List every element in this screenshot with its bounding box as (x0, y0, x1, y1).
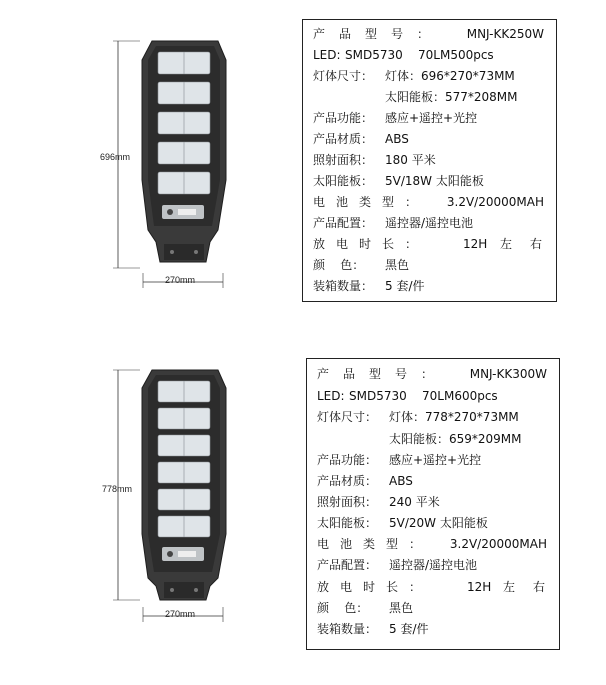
spec-row-panel-size (313, 87, 544, 107)
spec-label: 产品材质： (313, 132, 374, 146)
spec-value: 5V/18W 太阳能板 (385, 174, 484, 188)
spec-row-panel-size (317, 429, 547, 449)
spec-label: 电池类型： (313, 195, 429, 209)
spec-label: 放电时长： (313, 237, 429, 251)
product-block-2 (0, 340, 606, 685)
spec-table-2 (306, 358, 563, 650)
spec-label: 装箱数量： (317, 622, 378, 636)
spec-label: 产品型号： (313, 27, 444, 41)
lamp-drawing-1 (100, 30, 250, 290)
spec-row-function (313, 108, 544, 128)
spec-label: 放电时长： (317, 580, 433, 594)
spec-label: 产品材质： (317, 474, 378, 488)
spec-row-color (313, 255, 544, 275)
height-dimension-label: 778mm (102, 484, 133, 494)
spec-value: 灯体：696*270*73MM (385, 69, 515, 83)
spec-value: 240 平米 (389, 495, 440, 509)
spec-value: 180 平米 (385, 153, 436, 167)
spec-label: 照射面积： (317, 495, 378, 509)
spec-value: SMD5730 70LM600pcs (349, 389, 498, 403)
spec-value: 灯体：778*270*73MM (389, 410, 519, 424)
spec-label: 产品配置： (317, 558, 378, 572)
spec-value: 3.2V/20000MAH (446, 195, 544, 209)
spec-value: 3.2V/20000MAH (449, 537, 547, 551)
spec-value: MNJ-KK250W (466, 27, 544, 41)
spec-row-solar-panel (317, 513, 547, 533)
width-dimension-label: 270mm (165, 275, 196, 285)
spec-row-size (313, 66, 544, 86)
spec-row-solar-panel (313, 171, 544, 191)
spec-value: ABS (385, 132, 409, 146)
spec-label: 产品型号： (317, 367, 448, 381)
spec-row-led (317, 386, 547, 406)
spec-value: 太阳能板：659*209MM (389, 432, 522, 446)
spec-row-color (317, 598, 547, 618)
spec-row-config (313, 213, 544, 233)
height-dimension-label: 696mm (100, 152, 131, 162)
spec-label: 产品功能： (317, 453, 378, 467)
spec-value: 12H (463, 237, 488, 251)
spec-label: 太阳能板： (317, 516, 378, 530)
spec-row-discharge (317, 577, 563, 597)
spec-value: 5 套/件 (385, 279, 425, 293)
spec-value: 5V/20W 太阳能板 (389, 516, 488, 530)
spec-label: 灯体尺寸： (313, 69, 374, 83)
spec-label: 太阳能板： (313, 174, 374, 188)
spec-label: LED: (317, 389, 345, 403)
spec-value: 5 套/件 (389, 622, 429, 636)
product-block-1 (0, 0, 606, 330)
spec-value: 黑色 (389, 601, 414, 615)
spec-row-area (317, 492, 547, 512)
spec-extra: 左右 (502, 580, 563, 594)
width-dimension-label: 270mm (165, 609, 196, 619)
spec-row-config (317, 555, 547, 575)
spec-value: SMD5730 70LM500pcs (345, 48, 494, 62)
spec-row-model (313, 24, 544, 44)
spec-row-size (317, 407, 547, 427)
spec-row-function (317, 450, 547, 470)
spec-label: 照射面积： (313, 153, 374, 167)
spec-extra: 左右 (499, 237, 560, 251)
lamp-drawing-2 (100, 364, 250, 626)
spec-row-material (313, 129, 544, 149)
spec-table-1 (302, 19, 560, 302)
spec-row-area (313, 150, 544, 170)
spec-label: 装箱数量： (313, 279, 374, 293)
spec-row-battery (317, 534, 547, 554)
spec-value: 感应+遥控+光控 (385, 111, 478, 125)
spec-value: ABS (389, 474, 413, 488)
spec-label: 颜 色： (313, 258, 365, 272)
spec-label: 产品功能： (313, 111, 374, 125)
spec-value: 遥控器/遥控电池 (389, 558, 478, 572)
street-light-icon (100, 364, 250, 626)
spec-value: MNJ-KK300W (469, 367, 547, 381)
spec-label: 产品配置： (313, 216, 374, 230)
spec-value: 遥控器/遥控电池 (385, 216, 474, 230)
spec-value: 12H (467, 580, 492, 594)
spec-row-packing (313, 276, 544, 296)
spec-value: 太阳能板：577*208MM (385, 90, 518, 104)
spec-row-material (317, 471, 547, 491)
spec-value: 感应+遥控+光控 (389, 453, 482, 467)
spec-value: 黑色 (385, 258, 410, 272)
spec-label: 灯体尺寸： (317, 410, 378, 424)
spec-row-battery (313, 192, 544, 212)
spec-label: 颜 色： (317, 601, 369, 615)
spec-label: 电池类型： (317, 537, 433, 551)
spec-label: LED: (313, 48, 341, 62)
spec-row-discharge (313, 234, 560, 254)
spec-row-model (317, 364, 547, 384)
spec-row-packing (317, 619, 547, 639)
spec-row-led (313, 45, 544, 65)
